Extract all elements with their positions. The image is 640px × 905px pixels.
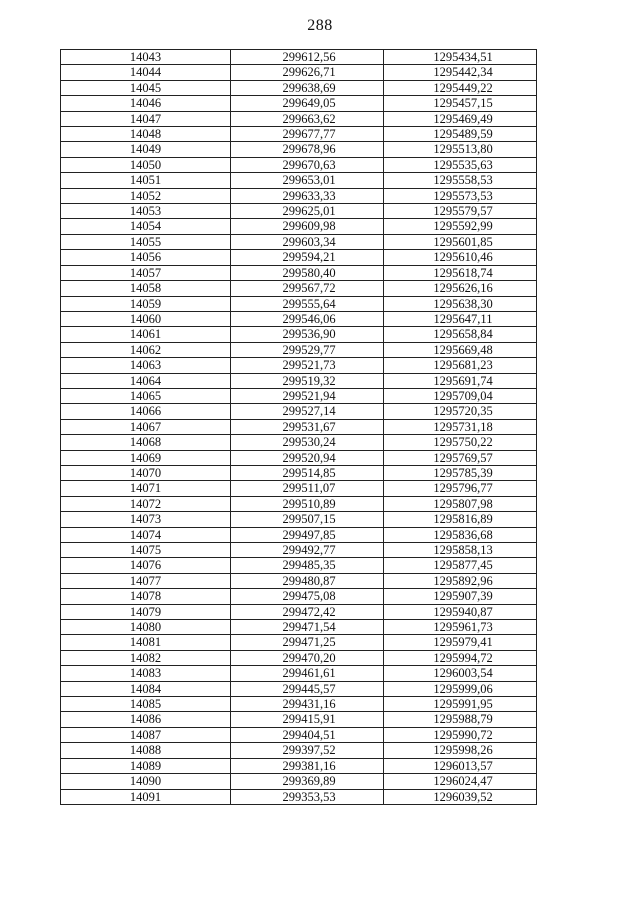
point-number-cell: 14048 [61, 127, 231, 142]
point-number-cell: 14080 [61, 620, 231, 635]
table-row [61, 111, 537, 126]
table-row [61, 388, 537, 403]
point-number-cell: 14068 [61, 435, 231, 450]
point-number-cell: 14051 [61, 173, 231, 188]
table-row [61, 774, 537, 789]
table-row [61, 311, 537, 326]
table-row [61, 358, 537, 373]
y-coordinate-cell: 1295769,57 [384, 450, 537, 465]
x-coordinate-cell: 299649,05 [231, 96, 384, 111]
y-coordinate-cell: 1295618,74 [384, 265, 537, 280]
point-number-cell: 14091 [61, 789, 231, 804]
x-coordinate-cell: 299530,24 [231, 435, 384, 450]
table-row [61, 727, 537, 742]
y-coordinate-cell: 1296024,47 [384, 774, 537, 789]
y-coordinate-cell: 1295892,96 [384, 573, 537, 588]
y-coordinate-cell: 1295442,34 [384, 65, 537, 80]
x-coordinate-cell: 299678,96 [231, 142, 384, 157]
y-coordinate-cell: 1295573,53 [384, 188, 537, 203]
x-coordinate-cell: 299480,87 [231, 573, 384, 588]
table-row [61, 296, 537, 311]
y-coordinate-cell: 1295785,39 [384, 465, 537, 480]
table-row [61, 219, 537, 234]
point-number-cell: 14071 [61, 481, 231, 496]
x-coordinate-cell: 299529,77 [231, 342, 384, 357]
y-coordinate-cell: 1295558,53 [384, 173, 537, 188]
table-row [61, 589, 537, 604]
x-coordinate-cell: 299507,15 [231, 512, 384, 527]
point-number-cell: 14073 [61, 512, 231, 527]
point-number-cell: 14090 [61, 774, 231, 789]
table-row [61, 127, 537, 142]
x-coordinate-cell: 299404,51 [231, 727, 384, 742]
coordinates-table-container [60, 49, 536, 805]
x-coordinate-cell: 299511,07 [231, 481, 384, 496]
y-coordinate-cell: 1295907,39 [384, 589, 537, 604]
x-coordinate-cell: 299612,56 [231, 50, 384, 65]
point-number-cell: 14087 [61, 727, 231, 742]
y-coordinate-cell: 1295592,99 [384, 219, 537, 234]
x-coordinate-cell: 299472,42 [231, 604, 384, 619]
x-coordinate-cell: 299485,35 [231, 558, 384, 573]
table-row [61, 697, 537, 712]
coordinates-table [60, 49, 537, 805]
x-coordinate-cell: 299461,61 [231, 666, 384, 681]
point-number-cell: 14047 [61, 111, 231, 126]
y-coordinate-cell: 1296013,57 [384, 758, 537, 773]
point-number-cell: 14058 [61, 281, 231, 296]
y-coordinate-cell: 1295998,26 [384, 743, 537, 758]
x-coordinate-cell: 299527,14 [231, 404, 384, 419]
point-number-cell: 14076 [61, 558, 231, 573]
table-row [61, 281, 537, 296]
point-number-cell: 14055 [61, 234, 231, 249]
point-number-cell: 14088 [61, 743, 231, 758]
table-row [61, 666, 537, 681]
y-coordinate-cell: 1295731,18 [384, 419, 537, 434]
x-coordinate-cell: 299492,77 [231, 543, 384, 558]
y-coordinate-cell: 1295681,23 [384, 358, 537, 373]
point-number-cell: 14056 [61, 250, 231, 265]
point-number-cell: 14057 [61, 265, 231, 280]
x-coordinate-cell: 299633,33 [231, 188, 384, 203]
y-coordinate-cell: 1295647,11 [384, 311, 537, 326]
x-coordinate-cell: 299470,20 [231, 650, 384, 665]
table-row [61, 496, 537, 511]
point-number-cell: 14082 [61, 650, 231, 665]
y-coordinate-cell: 1295994,72 [384, 650, 537, 665]
x-coordinate-cell: 299625,01 [231, 204, 384, 219]
table-row [61, 512, 537, 527]
table-row [61, 96, 537, 111]
y-coordinate-cell: 1295796,77 [384, 481, 537, 496]
table-row [61, 250, 537, 265]
table-row [61, 789, 537, 804]
y-coordinate-cell: 1295579,57 [384, 204, 537, 219]
point-number-cell: 14046 [61, 96, 231, 111]
y-coordinate-cell: 1295638,30 [384, 296, 537, 311]
table-row [61, 435, 537, 450]
x-coordinate-cell: 299431,16 [231, 697, 384, 712]
x-coordinate-cell: 299369,89 [231, 774, 384, 789]
x-coordinate-cell: 299415,91 [231, 712, 384, 727]
table-row [61, 527, 537, 542]
x-coordinate-cell: 299580,40 [231, 265, 384, 280]
table-row [61, 327, 537, 342]
y-coordinate-cell: 1295999,06 [384, 681, 537, 696]
x-coordinate-cell: 299536,90 [231, 327, 384, 342]
table-row [61, 681, 537, 696]
x-coordinate-cell: 299397,52 [231, 743, 384, 758]
point-number-cell: 14086 [61, 712, 231, 727]
point-number-cell: 14044 [61, 65, 231, 80]
table-row [61, 173, 537, 188]
table-row [61, 712, 537, 727]
point-number-cell: 14050 [61, 157, 231, 172]
table-row [61, 419, 537, 434]
table-row [61, 234, 537, 249]
x-coordinate-cell: 299353,53 [231, 789, 384, 804]
y-coordinate-cell: 1296003,54 [384, 666, 537, 681]
x-coordinate-cell: 299471,54 [231, 620, 384, 635]
y-coordinate-cell: 1295535,63 [384, 157, 537, 172]
point-number-cell: 14089 [61, 758, 231, 773]
y-coordinate-cell: 1295658,84 [384, 327, 537, 342]
x-coordinate-cell: 299521,94 [231, 388, 384, 403]
point-number-cell: 14062 [61, 342, 231, 357]
y-coordinate-cell: 1295807,98 [384, 496, 537, 511]
table-row [61, 604, 537, 619]
point-number-cell: 14067 [61, 419, 231, 434]
table-row [61, 188, 537, 203]
point-number-cell: 14060 [61, 311, 231, 326]
table-row [61, 650, 537, 665]
table-row [61, 481, 537, 496]
point-number-cell: 14081 [61, 635, 231, 650]
point-number-cell: 14066 [61, 404, 231, 419]
point-number-cell: 14061 [61, 327, 231, 342]
table-row [61, 543, 537, 558]
x-coordinate-cell: 299594,21 [231, 250, 384, 265]
table-row [61, 204, 537, 219]
table-row [61, 373, 537, 388]
y-coordinate-cell: 1295469,49 [384, 111, 537, 126]
y-coordinate-cell: 1295626,16 [384, 281, 537, 296]
point-number-cell: 14045 [61, 80, 231, 95]
x-coordinate-cell: 299653,01 [231, 173, 384, 188]
point-number-cell: 14075 [61, 543, 231, 558]
x-coordinate-cell: 299521,73 [231, 358, 384, 373]
y-coordinate-cell: 1295434,51 [384, 50, 537, 65]
y-coordinate-cell: 1295691,74 [384, 373, 537, 388]
table-row [61, 758, 537, 773]
table-row [61, 404, 537, 419]
y-coordinate-cell: 1295836,68 [384, 527, 537, 542]
y-coordinate-cell: 1295669,48 [384, 342, 537, 357]
y-coordinate-cell: 1295750,22 [384, 435, 537, 450]
point-number-cell: 14063 [61, 358, 231, 373]
y-coordinate-cell: 1295961,73 [384, 620, 537, 635]
x-coordinate-cell: 299677,77 [231, 127, 384, 142]
table-row [61, 50, 537, 65]
y-coordinate-cell: 1295449,22 [384, 80, 537, 95]
x-coordinate-cell: 299555,64 [231, 296, 384, 311]
y-coordinate-cell: 1295979,41 [384, 635, 537, 650]
x-coordinate-cell: 299638,69 [231, 80, 384, 95]
y-coordinate-cell: 1295991,95 [384, 697, 537, 712]
y-coordinate-cell: 1295709,04 [384, 388, 537, 403]
x-coordinate-cell: 299546,06 [231, 311, 384, 326]
x-coordinate-cell: 299670,63 [231, 157, 384, 172]
x-coordinate-cell: 299609,98 [231, 219, 384, 234]
table-row [61, 558, 537, 573]
point-number-cell: 14072 [61, 496, 231, 511]
table-row [61, 65, 537, 80]
x-coordinate-cell: 299381,16 [231, 758, 384, 773]
x-coordinate-cell: 299663,62 [231, 111, 384, 126]
x-coordinate-cell: 299514,85 [231, 465, 384, 480]
x-coordinate-cell: 299445,57 [231, 681, 384, 696]
point-number-cell: 14084 [61, 681, 231, 696]
table-row [61, 743, 537, 758]
x-coordinate-cell: 299531,67 [231, 419, 384, 434]
x-coordinate-cell: 299603,34 [231, 234, 384, 249]
point-number-cell: 14083 [61, 666, 231, 681]
point-number-cell: 14064 [61, 373, 231, 388]
x-coordinate-cell: 299626,71 [231, 65, 384, 80]
point-number-cell: 14077 [61, 573, 231, 588]
point-number-cell: 14052 [61, 188, 231, 203]
table-row [61, 620, 537, 635]
point-number-cell: 14053 [61, 204, 231, 219]
table-body [61, 50, 537, 805]
point-number-cell: 14065 [61, 388, 231, 403]
table-row [61, 142, 537, 157]
point-number-cell: 14049 [61, 142, 231, 157]
table-row [61, 450, 537, 465]
point-number-cell: 14074 [61, 527, 231, 542]
point-number-cell: 14043 [61, 50, 231, 65]
y-coordinate-cell: 1295720,35 [384, 404, 537, 419]
table-row [61, 80, 537, 95]
table-row [61, 573, 537, 588]
point-number-cell: 14070 [61, 465, 231, 480]
y-coordinate-cell: 1295601,85 [384, 234, 537, 249]
table-row [61, 635, 537, 650]
y-coordinate-cell: 1295610,46 [384, 250, 537, 265]
point-number-cell: 14078 [61, 589, 231, 604]
x-coordinate-cell: 299510,89 [231, 496, 384, 511]
y-coordinate-cell: 1295489,59 [384, 127, 537, 142]
x-coordinate-cell: 299471,25 [231, 635, 384, 650]
y-coordinate-cell: 1295988,79 [384, 712, 537, 727]
x-coordinate-cell: 299497,85 [231, 527, 384, 542]
y-coordinate-cell: 1295513,80 [384, 142, 537, 157]
point-number-cell: 14085 [61, 697, 231, 712]
x-coordinate-cell: 299475,08 [231, 589, 384, 604]
point-number-cell: 14059 [61, 296, 231, 311]
table-row [61, 265, 537, 280]
y-coordinate-cell: 1295816,89 [384, 512, 537, 527]
x-coordinate-cell: 299520,94 [231, 450, 384, 465]
x-coordinate-cell: 299519,32 [231, 373, 384, 388]
y-coordinate-cell: 1295990,72 [384, 727, 537, 742]
table-row [61, 465, 537, 480]
y-coordinate-cell: 1295940,87 [384, 604, 537, 619]
y-coordinate-cell: 1295457,15 [384, 96, 537, 111]
table-row [61, 342, 537, 357]
point-number-cell: 14054 [61, 219, 231, 234]
y-coordinate-cell: 1296039,52 [384, 789, 537, 804]
table-row [61, 157, 537, 172]
point-number-cell: 14079 [61, 604, 231, 619]
x-coordinate-cell: 299567,72 [231, 281, 384, 296]
point-number-cell: 14069 [61, 450, 231, 465]
y-coordinate-cell: 1295877,45 [384, 558, 537, 573]
y-coordinate-cell: 1295858,13 [384, 543, 537, 558]
page-number: 288 [307, 17, 333, 34]
